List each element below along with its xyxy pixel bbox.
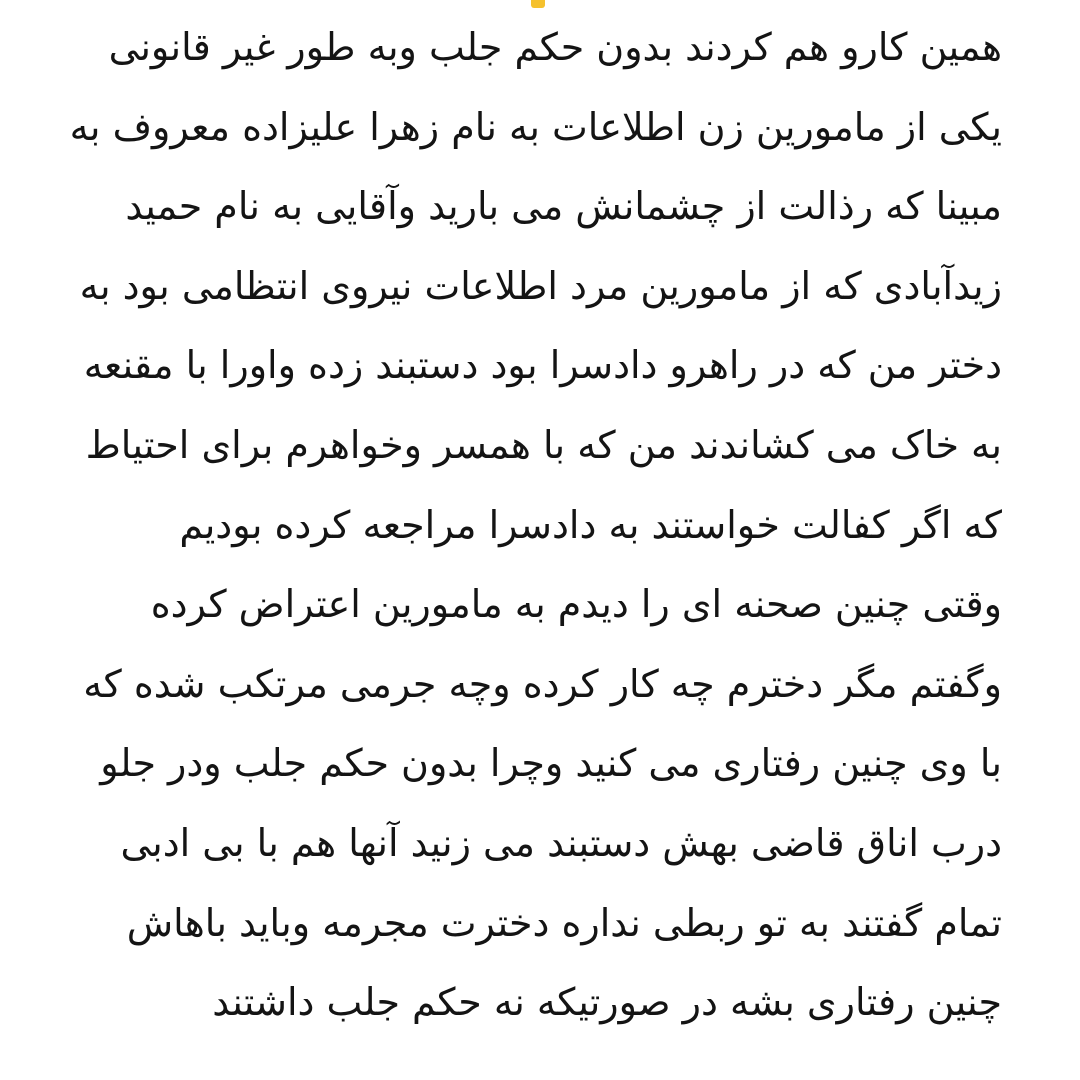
text-line: زیدآبادی که از مامورین مرد اطلاعات نیروی انتظامی بود به xyxy=(79,263,1002,308)
text-line: با وی چنین رفتاری می کنید وچرا بدون حکم جلب ودر جلو xyxy=(100,741,1002,786)
text-line: یکی از مامورین زن اطلاعات به نام زهرا علیزاده معروف به xyxy=(69,104,1002,149)
text-line: دختر من که در راهرو دادسرا بود دستبند زده واورا با مقنعه xyxy=(83,343,1002,388)
document-body xyxy=(69,8,1002,1043)
text-line: که اگر کفالت خواستند به دادسرا مراجعه کرده بودیم xyxy=(179,502,1002,547)
accent-marker xyxy=(531,0,545,8)
text-line: وگفتم مگر دخترم چه کار کرده وچه جرمی مرتکب شده که xyxy=(83,661,1002,706)
text-line: تمام گفتند به تو ربطی نداره دخترت مجرمه وباید باهاش xyxy=(126,900,1002,945)
text-line: به خاک می کشاندند من که با همسر وخواهرم برای احتیاط xyxy=(85,422,1002,467)
text-line: وقتی چنین صحنه ای را دیدم به مامورین اعتراض کرده xyxy=(150,582,1002,627)
text-line: مبینا که رذالت از چشمانش می بارید وآقایی به نام حمید xyxy=(125,184,1002,229)
text-line: درب اناق قاضی بهش دستبند می زنید آنها هم با بی ادبی xyxy=(120,820,1002,865)
text-line: چنین رفتاری بشه در صورتیکه نه حکم جلب داشتند xyxy=(212,980,1002,1025)
text-line: همین کارو هم کردند بدون حکم جلب وبه طور غیر قانونی xyxy=(108,25,1002,69)
